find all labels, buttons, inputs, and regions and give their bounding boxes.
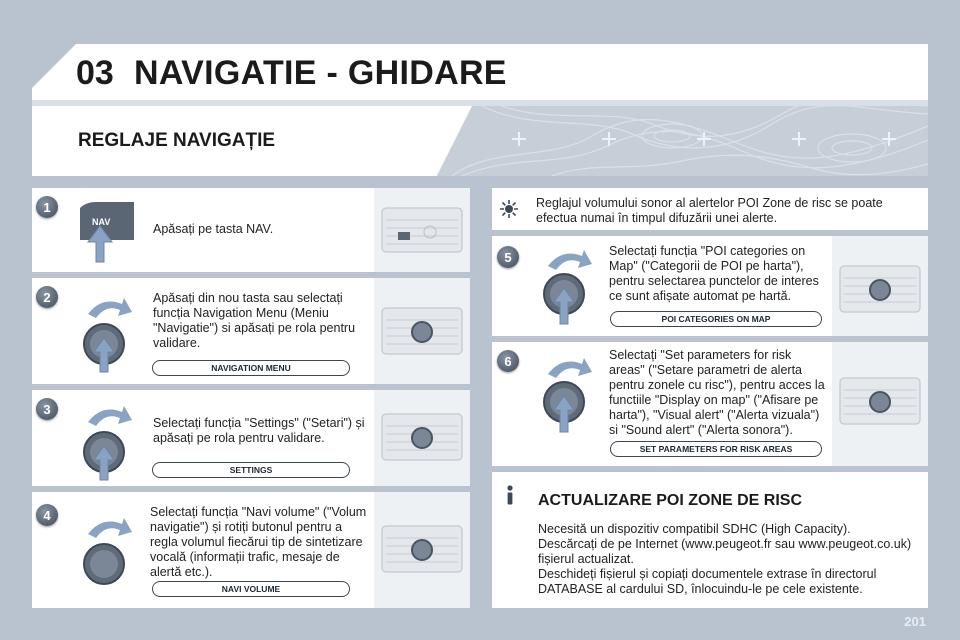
navigation-menu-button[interactable]: NAVIGATION MENU (152, 360, 350, 376)
step-text-3: Selectați funcția "Settings" ("Setari") și apăsați pe rola pentru validare. (153, 416, 365, 445)
page-title: NAVIGATIE - GHIDARE (134, 54, 507, 92)
rotary-knob-icon (76, 400, 136, 482)
radio-unit-image (380, 518, 464, 580)
settings-button[interactable]: SETTINGS (152, 462, 350, 478)
step-number-badge: 1 (36, 196, 58, 218)
rotary-knob-icon (536, 352, 596, 434)
rotary-knob-icon (76, 512, 136, 594)
step-text-2: Apăsați din nou tasta sau selectați funcția Navigation Menu (Meniu "Navigatie") si apăsați pe rola pentru validare. (153, 291, 356, 350)
info-line: Deschideți fișierul și copiați documentele extrase în directorul DATABASE al cardului SD, înlocuindu-le pe cele existente. (538, 567, 877, 596)
info-body (538, 522, 918, 597)
info-line: Necesită un dispozitiv compatibil SDHC (High Capacity). (538, 522, 851, 536)
step-number-badge: 4 (36, 504, 58, 526)
section-title: REGLAJE NAVIGAȚIE (78, 130, 276, 151)
radio-unit-image (380, 300, 464, 362)
rotary-knob-icon (76, 292, 136, 374)
step-number-badge: 3 (36, 398, 58, 420)
step-number-badge: 2 (36, 286, 58, 308)
radio-unit-image (838, 258, 922, 320)
step-text-5: Selectați funcția "POI categories on Map" ("Categorii de POI pe harta"), pentru selectarea punctelor de interes ce sunt afișate automat pe hartă. (609, 244, 819, 303)
rotary-knob-icon (536, 244, 596, 326)
step-number-badge: 5 (497, 246, 519, 268)
set-parameters-button[interactable]: SET PARAMETERS FOR RISK AREAS (610, 441, 822, 457)
step-text-1: Apăsați pe tasta NAV. (153, 222, 274, 236)
radio-unit-image (380, 406, 464, 468)
nav-key-label: NAV (92, 217, 111, 227)
info-line: Descărcați de pe Internet (www.peugeot.fr sau www.peugeot.co.uk) fișierul actualizat. (538, 537, 912, 566)
tip-icon (498, 198, 520, 220)
nav-key-icon (70, 198, 140, 264)
info-title: ACTUALIZARE POI ZONE DE RISC (538, 492, 803, 509)
radio-unit-image (838, 370, 922, 432)
step-text-6: Selectați "Set parameters for risk areas" ("Setare parametri de alerta pentru zonele cu risc"), pentru acces la functiile "Display on map" ("Afisare pe harta"), "Visual alert" ("Alerta vizuala") si "Sound alert" ("Alerta sonora"). (609, 348, 825, 437)
navi-volume-button[interactable]: NAVI VOLUME (152, 581, 350, 597)
step-text-4: Selectați funcția "Navi volume" ("Volum navigatie") și rotiți butonul pentru a regla volumul fiecărui tip de sintetizare vocală (informații trafic, mesaje de alertă etc.). (150, 505, 367, 579)
note-text: Reglajul volumului sonor al alertelor POI Zone de risc se poate efectua numai în timpul difuzării unei alerte. (536, 196, 883, 225)
chapter-number: 03 (76, 54, 114, 92)
poi-categories-button[interactable]: POI CATEGORIES ON MAP (610, 311, 822, 327)
step-number-badge: 6 (497, 350, 519, 372)
page-number: 201 (904, 614, 926, 629)
info-icon (500, 484, 520, 506)
radio-unit-image (380, 198, 464, 260)
